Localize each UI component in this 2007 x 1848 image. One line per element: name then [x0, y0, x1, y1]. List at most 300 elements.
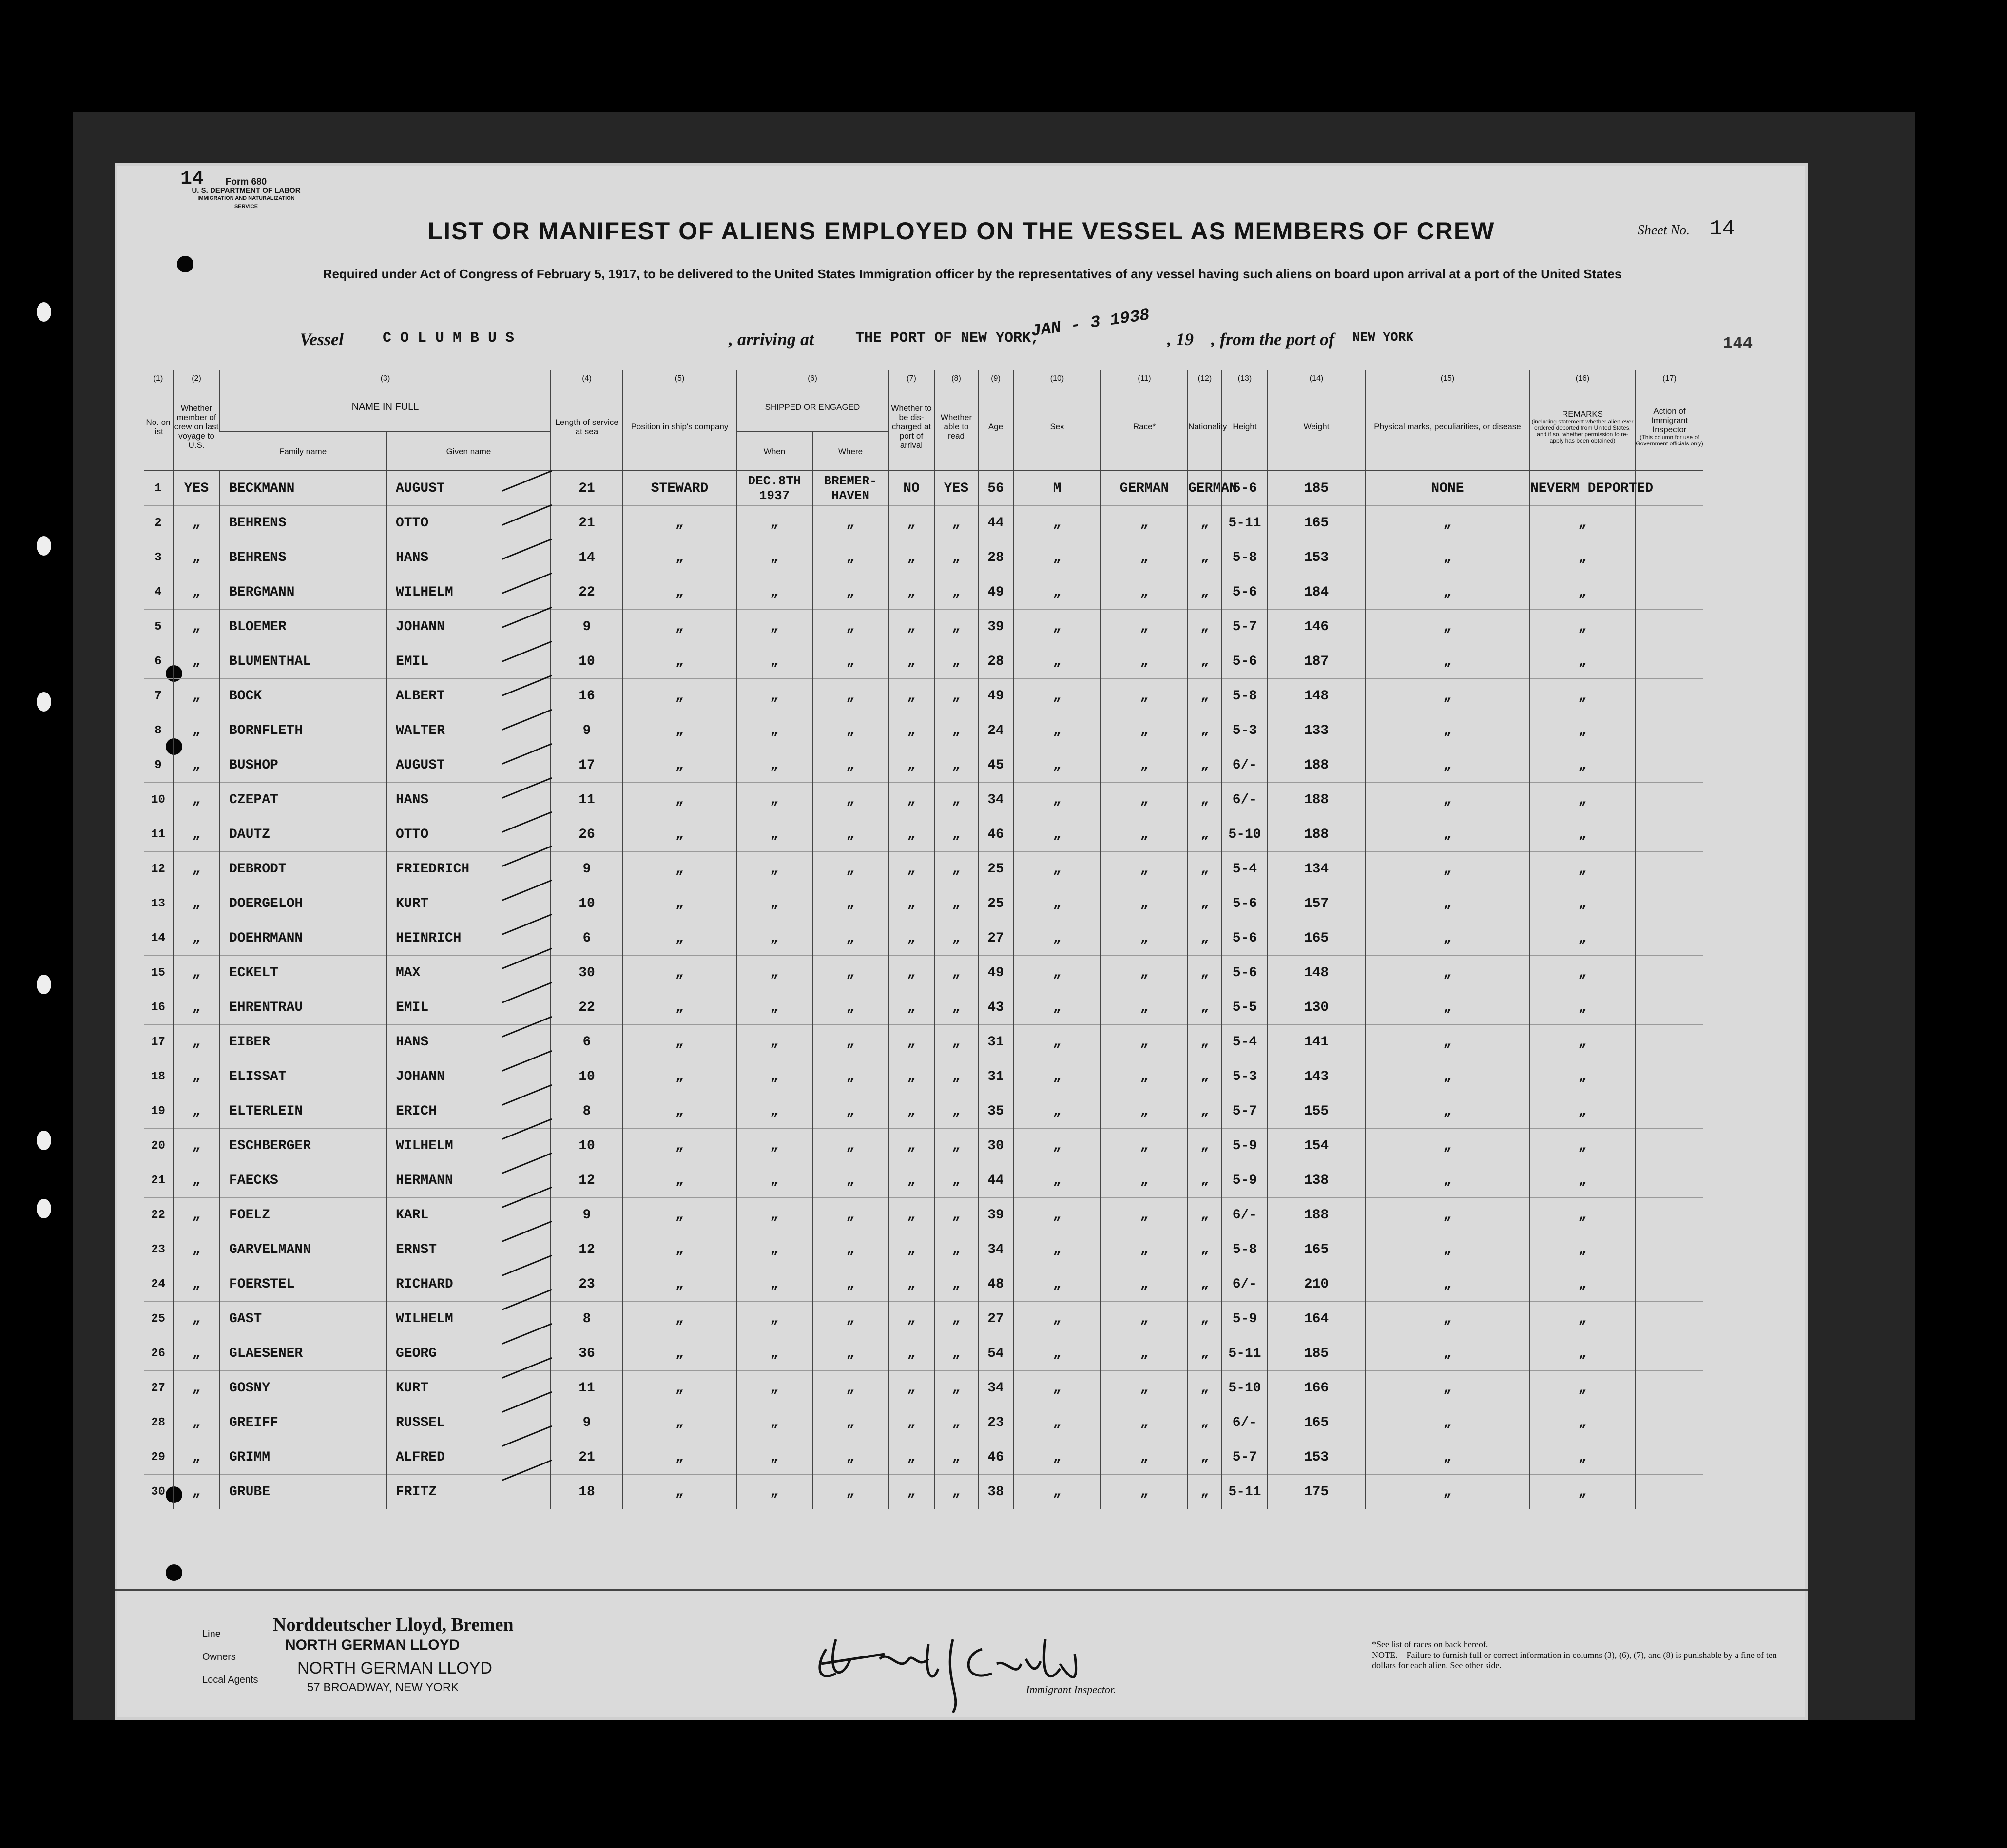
cell-marks: „ — [1365, 852, 1530, 886]
cell-height: 6/- — [1222, 1267, 1268, 1302]
cell-read: „ — [934, 1094, 978, 1129]
manifest-sheet — [115, 163, 1808, 1720]
cell-where: „ — [812, 1025, 888, 1059]
cell-discharged: „ — [888, 1059, 934, 1094]
cell-read: „ — [934, 1405, 978, 1440]
table-row — [144, 817, 1703, 852]
cell-remarks: „ — [1530, 817, 1635, 852]
cell-sex: „ — [1013, 1267, 1101, 1302]
cell-height: 5-8 — [1222, 679, 1268, 713]
cell-weight: 185 — [1268, 471, 1365, 506]
cell-position: „ — [623, 1267, 736, 1302]
cell-position: „ — [623, 610, 736, 644]
cell-given: RUSSEL — [386, 1405, 551, 1440]
cell-family: DEBRODT — [220, 852, 386, 886]
cell-length: 30 — [551, 956, 623, 990]
cell-sex: „ — [1013, 921, 1101, 956]
cell-marks: „ — [1365, 1475, 1530, 1509]
cell-when: „ — [736, 506, 812, 540]
cell-marks: „ — [1365, 1336, 1530, 1371]
cell-nationality: „ — [1188, 713, 1222, 748]
cell-position: „ — [623, 783, 736, 817]
col-num: (1) — [153, 374, 163, 383]
cell-action — [1635, 1198, 1703, 1232]
col-num: (2) — [173, 370, 220, 383]
cell-read: „ — [934, 990, 978, 1025]
cell-where: „ — [812, 540, 888, 575]
cell-age: 25 — [978, 886, 1013, 921]
cell-discharged: „ — [888, 783, 934, 817]
col-num: (9) — [978, 370, 1013, 383]
cell-where: „ — [812, 1302, 888, 1336]
cell-weight: 188 — [1268, 817, 1365, 852]
header-nationality: Nationality — [1188, 383, 1222, 471]
table-row — [144, 1371, 1703, 1405]
cell-length: 11 — [551, 783, 623, 817]
cell-race: „ — [1101, 956, 1188, 990]
cell-action — [1635, 1405, 1703, 1440]
cell-given: ERNST — [386, 1232, 551, 1267]
cell-position: „ — [623, 1094, 736, 1129]
cell-family: DOERGELOH — [220, 886, 386, 921]
cell-where: „ — [812, 783, 888, 817]
remarks-subtitle: (including statement whether alien ever ordered deported from United States, and if so, whether permission to re-apply has been obtained) — [1531, 418, 1634, 444]
cell-height: 6/- — [1222, 1198, 1268, 1232]
cell-sex: „ — [1013, 1025, 1101, 1059]
cell-read: „ — [934, 1163, 978, 1198]
cell-weight: 141 — [1268, 1025, 1365, 1059]
cell-age: 45 — [978, 748, 1013, 783]
header-position: Position in ship's company — [623, 383, 736, 471]
cell-height: 6/- — [1222, 1405, 1268, 1440]
cell-remarks: „ — [1530, 575, 1635, 610]
cell-no: 6 — [144, 644, 173, 679]
cell-age: 54 — [978, 1336, 1013, 1371]
cell-family: ESCHBERGER — [220, 1129, 386, 1163]
cell-read: „ — [934, 1232, 978, 1267]
table-row — [144, 1232, 1703, 1267]
cell-no: 15 — [144, 956, 173, 990]
cell-remarks: „ — [1530, 783, 1635, 817]
remarks-title: REMARKS — [1562, 409, 1603, 419]
cell-family: BLUMENTHAL — [220, 644, 386, 679]
cell-height: 5-8 — [1222, 1232, 1268, 1267]
manifest-footer — [115, 1589, 1808, 1722]
cell-when: „ — [736, 540, 812, 575]
legal-requirement-text: Required under Act of Congress of February 5, 1917, to be delivered to the United States Immigration officer by the representatives of any vessel having such aliens on board upon arrival at a port of the United States — [323, 267, 1622, 281]
cell-action — [1635, 610, 1703, 644]
header-able-to-read: Whether able to read — [934, 383, 978, 471]
year-label: , 19 — [1167, 329, 1194, 349]
cell-given: KURT — [386, 1371, 551, 1405]
cell-family: BECKMANN — [220, 471, 386, 506]
cell-sex: „ — [1013, 679, 1101, 713]
cell-action — [1635, 540, 1703, 575]
table-row — [144, 1475, 1703, 1509]
cell-race: „ — [1101, 852, 1188, 886]
punch-hole — [166, 1564, 182, 1581]
header-weight: Weight — [1268, 383, 1365, 471]
cell-length: 18 — [551, 1475, 623, 1509]
cell-remarks: „ — [1530, 1163, 1635, 1198]
cell-position: „ — [623, 956, 736, 990]
col-num: (8) — [934, 370, 978, 383]
cell-height: 5-6 — [1222, 956, 1268, 990]
cell-member: „ — [173, 886, 220, 921]
table-row — [144, 1336, 1703, 1371]
action-subtitle: (This column for use of Government officials only) — [1636, 434, 1703, 447]
cell-action — [1635, 1440, 1703, 1475]
table-row — [144, 921, 1703, 956]
cell-read: „ — [934, 506, 978, 540]
arrival-port: THE PORT OF NEW YORK, — [855, 330, 1040, 346]
cell-length: 22 — [551, 990, 623, 1025]
cell-position: „ — [623, 1025, 736, 1059]
cell-age: 46 — [978, 817, 1013, 852]
line-name: Norddeutscher Lloyd, Bremen — [273, 1615, 514, 1635]
cell-remarks: „ — [1530, 1129, 1635, 1163]
cell-no: 1 — [144, 471, 173, 506]
cell-member: „ — [173, 783, 220, 817]
cell-where: „ — [812, 886, 888, 921]
cell-member: „ — [173, 956, 220, 990]
cell-member: „ — [173, 852, 220, 886]
cell-nationality: „ — [1188, 679, 1222, 713]
cell-where: „ — [812, 644, 888, 679]
cell-length: 8 — [551, 1302, 623, 1336]
cell-weight: 175 — [1268, 1475, 1365, 1509]
cell-discharged: „ — [888, 1232, 934, 1267]
cell-action — [1635, 506, 1703, 540]
cell-action — [1635, 990, 1703, 1025]
cell-remarks: „ — [1530, 852, 1635, 886]
cell-position: „ — [623, 1129, 736, 1163]
header-when: When — [736, 432, 812, 471]
cell-when: „ — [736, 956, 812, 990]
cell-age: 31 — [978, 1059, 1013, 1094]
crew-manifest-table — [144, 370, 1703, 1509]
cell-action — [1635, 1094, 1703, 1129]
cell-no: 7 — [144, 679, 173, 713]
col-num: (15) — [1365, 370, 1530, 383]
cell-member: „ — [173, 1163, 220, 1198]
cell-read: „ — [934, 1371, 978, 1405]
cell-action — [1635, 1025, 1703, 1059]
cell-remarks: „ — [1530, 506, 1635, 540]
cell-when: „ — [736, 1405, 812, 1440]
fine-note: NOTE.—Failure to furnish full or correct information in columns (3), (6), (7), and (8) is punishable by a fine of ten dollars for each alien. See other side. — [1372, 1650, 1777, 1670]
service-name: IMMIGRATION AND NATURALIZATION SERVICE — [197, 195, 295, 210]
cell-given: HANS — [386, 540, 551, 575]
cell-height: 5-6 — [1222, 575, 1268, 610]
cell-marks: „ — [1365, 506, 1530, 540]
form-number: Form 680 — [225, 177, 267, 187]
cell-remarks: NEVERM DEPORTED — [1530, 471, 1635, 506]
cell-discharged: „ — [888, 1094, 934, 1129]
agents-label: Local Agents — [202, 1675, 258, 1685]
cell-when: „ — [736, 1163, 812, 1198]
cell-no: 23 — [144, 1232, 173, 1267]
cell-read: „ — [934, 1302, 978, 1336]
cell-given: ALFRED — [386, 1440, 551, 1475]
cell-marks: „ — [1365, 1198, 1530, 1232]
cell-when: „ — [736, 1267, 812, 1302]
cell-race: „ — [1101, 1440, 1188, 1475]
cell-action — [1635, 1129, 1703, 1163]
cell-no: 12 — [144, 852, 173, 886]
table-row — [144, 610, 1703, 644]
cell-read: „ — [934, 575, 978, 610]
cell-no: 4 — [144, 575, 173, 610]
cell-read: YES — [934, 471, 978, 506]
cell-discharged: „ — [888, 1267, 934, 1302]
cell-weight: 154 — [1268, 1129, 1365, 1163]
cell-nationality: „ — [1188, 1475, 1222, 1509]
cell-height: 5-7 — [1222, 610, 1268, 644]
cell-family: ELTERLEIN — [220, 1094, 386, 1129]
cell-height: 5-6 — [1222, 921, 1268, 956]
cell-no: 10 — [144, 783, 173, 817]
cell-family: BUSHOP — [220, 748, 386, 783]
cell-member: „ — [173, 1025, 220, 1059]
departure-port: NEW YORK — [1352, 330, 1413, 345]
cell-when: „ — [736, 1232, 812, 1267]
table-row — [144, 644, 1703, 679]
cell-remarks: „ — [1530, 1094, 1635, 1129]
col-num: (12) — [1188, 370, 1222, 383]
cell-member: „ — [173, 713, 220, 748]
col-num: (7) — [888, 370, 934, 383]
table-row — [144, 1163, 1703, 1198]
cell-no: 17 — [144, 1025, 173, 1059]
cell-position: „ — [623, 644, 736, 679]
cell-position: „ — [623, 713, 736, 748]
cell-length: 16 — [551, 679, 623, 713]
cell-action — [1635, 1336, 1703, 1371]
cell-marks: „ — [1365, 1025, 1530, 1059]
cell-length: 10 — [551, 886, 623, 921]
cell-remarks: „ — [1530, 1475, 1635, 1509]
binder-hole — [37, 302, 51, 322]
cell-length: 17 — [551, 748, 623, 783]
cell-height: 5-6 — [1222, 644, 1268, 679]
cell-remarks: „ — [1530, 1232, 1635, 1267]
cell-nationality: „ — [1188, 575, 1222, 610]
cell-length: 9 — [551, 610, 623, 644]
table-row — [144, 748, 1703, 783]
cell-when: DEC.8TH 1937 — [736, 471, 812, 506]
cell-marks: „ — [1365, 1302, 1530, 1336]
table-row — [144, 1198, 1703, 1232]
cell-family: DAUTZ — [220, 817, 386, 852]
cell-weight: 165 — [1268, 1232, 1365, 1267]
table-row — [144, 679, 1703, 713]
header-age: Age — [978, 383, 1013, 471]
table-row — [144, 1059, 1703, 1094]
cell-read: „ — [934, 644, 978, 679]
cell-length: 10 — [551, 1059, 623, 1094]
cell-member: „ — [173, 1059, 220, 1094]
cell-given: WALTER — [386, 713, 551, 748]
cell-nationality: „ — [1188, 506, 1222, 540]
cell-length: 21 — [551, 1440, 623, 1475]
cell-race: „ — [1101, 748, 1188, 783]
cell-no: 13 — [144, 886, 173, 921]
cell-marks: NONE — [1365, 471, 1530, 506]
cell-length: 10 — [551, 644, 623, 679]
cell-length: 6 — [551, 921, 623, 956]
cell-remarks: „ — [1530, 610, 1635, 644]
cell-read: „ — [934, 1267, 978, 1302]
cell-read: „ — [934, 1336, 978, 1371]
cell-weight: 185 — [1268, 1336, 1365, 1371]
cell-no: 11 — [144, 817, 173, 852]
cell-action — [1635, 1232, 1703, 1267]
cell-position: „ — [623, 817, 736, 852]
cell-weight: 164 — [1268, 1302, 1365, 1336]
cell-given: JOHANN — [386, 610, 551, 644]
cell-weight: 153 — [1268, 1440, 1365, 1475]
cell-sex: „ — [1013, 852, 1101, 886]
cell-where: „ — [812, 1129, 888, 1163]
cell-sex: „ — [1013, 783, 1101, 817]
cell-race: „ — [1101, 1336, 1188, 1371]
cell-remarks: „ — [1530, 886, 1635, 921]
cell-length: 26 — [551, 817, 623, 852]
table-row — [144, 540, 1703, 575]
cell-marks: „ — [1365, 713, 1530, 748]
cell-age: 34 — [978, 1371, 1013, 1405]
cell-marks: „ — [1365, 540, 1530, 575]
cell-given: RICHARD — [386, 1267, 551, 1302]
cell-no: 25 — [144, 1302, 173, 1336]
cell-member: YES — [173, 471, 220, 506]
cell-race: „ — [1101, 1232, 1188, 1267]
cell-position: „ — [623, 1336, 736, 1371]
cell-when: „ — [736, 1129, 812, 1163]
cell-nationality: „ — [1188, 956, 1222, 990]
cell-discharged: „ — [888, 1371, 934, 1405]
cell-discharged: „ — [888, 610, 934, 644]
col-num: (4) — [551, 370, 623, 383]
table-row — [144, 852, 1703, 886]
cell-where: „ — [812, 852, 888, 886]
col-num: (11) — [1101, 370, 1188, 383]
cell-age: 34 — [978, 783, 1013, 817]
cell-discharged: „ — [888, 956, 934, 990]
header-height: Height — [1222, 383, 1268, 471]
cell-race: „ — [1101, 1405, 1188, 1440]
cell-action — [1635, 817, 1703, 852]
cell-member: „ — [173, 1371, 220, 1405]
cell-position: „ — [623, 921, 736, 956]
cell-read: „ — [934, 921, 978, 956]
cell-when: „ — [736, 1336, 812, 1371]
cell-length: 9 — [551, 1198, 623, 1232]
cell-read: „ — [934, 610, 978, 644]
cell-where: „ — [812, 713, 888, 748]
cell-no: 8 — [144, 713, 173, 748]
cell-marks: „ — [1365, 575, 1530, 610]
binder-hole — [37, 536, 51, 556]
cell-race: „ — [1101, 1025, 1188, 1059]
cell-action — [1635, 852, 1703, 886]
cell-member: „ — [173, 817, 220, 852]
cell-remarks: „ — [1530, 956, 1635, 990]
cell-sex: „ — [1013, 817, 1101, 852]
cell-length: 21 — [551, 506, 623, 540]
cell-age: 49 — [978, 679, 1013, 713]
cell-marks: „ — [1365, 1405, 1530, 1440]
cell-sex: M — [1013, 471, 1101, 506]
cell-nationality: „ — [1188, 1198, 1222, 1232]
cell-no: 5 — [144, 610, 173, 644]
binder-hole — [37, 692, 51, 712]
cell-action — [1635, 575, 1703, 610]
cell-sex: „ — [1013, 1094, 1101, 1129]
cell-when: „ — [736, 990, 812, 1025]
cell-sex: „ — [1013, 1405, 1101, 1440]
col-num: (6) — [736, 370, 888, 383]
cell-given: HEINRICH — [386, 921, 551, 956]
cell-family: BOCK — [220, 679, 386, 713]
cell-nationality: „ — [1188, 748, 1222, 783]
cell-nationality: „ — [1188, 1371, 1222, 1405]
cell-race: „ — [1101, 1302, 1188, 1336]
cell-race: „ — [1101, 540, 1188, 575]
cell-no: 27 — [144, 1371, 173, 1405]
cell-height: 5-3 — [1222, 713, 1268, 748]
header-row-top — [144, 383, 1703, 432]
cell-remarks: „ — [1530, 1405, 1635, 1440]
cell-nationality: „ — [1188, 817, 1222, 852]
cell-nationality: „ — [1188, 1336, 1222, 1371]
cell-sex: „ — [1013, 1232, 1101, 1267]
cell-family: GOSNY — [220, 1371, 386, 1405]
cell-height: 5-6 — [1222, 471, 1268, 506]
cell-discharged: „ — [888, 1475, 934, 1509]
cell-remarks: „ — [1530, 1440, 1635, 1475]
cell-age: 30 — [978, 1129, 1013, 1163]
cell-nationality: „ — [1188, 540, 1222, 575]
cell-age: 28 — [978, 540, 1013, 575]
cell-length: 9 — [551, 713, 623, 748]
cell-when: „ — [736, 1025, 812, 1059]
cell-read: „ — [934, 1025, 978, 1059]
cell-race: „ — [1101, 817, 1188, 852]
action-title: Action of Immigrant Inspector — [1651, 406, 1688, 434]
cell-race: „ — [1101, 783, 1188, 817]
cell-marks: „ — [1365, 1232, 1530, 1267]
binder-hole — [37, 1199, 51, 1218]
cell-nationality: „ — [1188, 1059, 1222, 1094]
cell-marks: „ — [1365, 990, 1530, 1025]
cell-length: 22 — [551, 575, 623, 610]
cell-sex: „ — [1013, 1198, 1101, 1232]
cell-no: 20 — [144, 1129, 173, 1163]
header-length-service: Length of service at sea — [551, 383, 623, 471]
cell-sex: „ — [1013, 506, 1101, 540]
cell-read: „ — [934, 1059, 978, 1094]
cell-position: „ — [623, 506, 736, 540]
cell-action — [1635, 783, 1703, 817]
cell-where: „ — [812, 1059, 888, 1094]
cell-member: „ — [173, 1475, 220, 1509]
cell-discharged: „ — [888, 990, 934, 1025]
cell-age: 24 — [978, 713, 1013, 748]
cell-family: BERGMANN — [220, 575, 386, 610]
cell-position: „ — [623, 1475, 736, 1509]
